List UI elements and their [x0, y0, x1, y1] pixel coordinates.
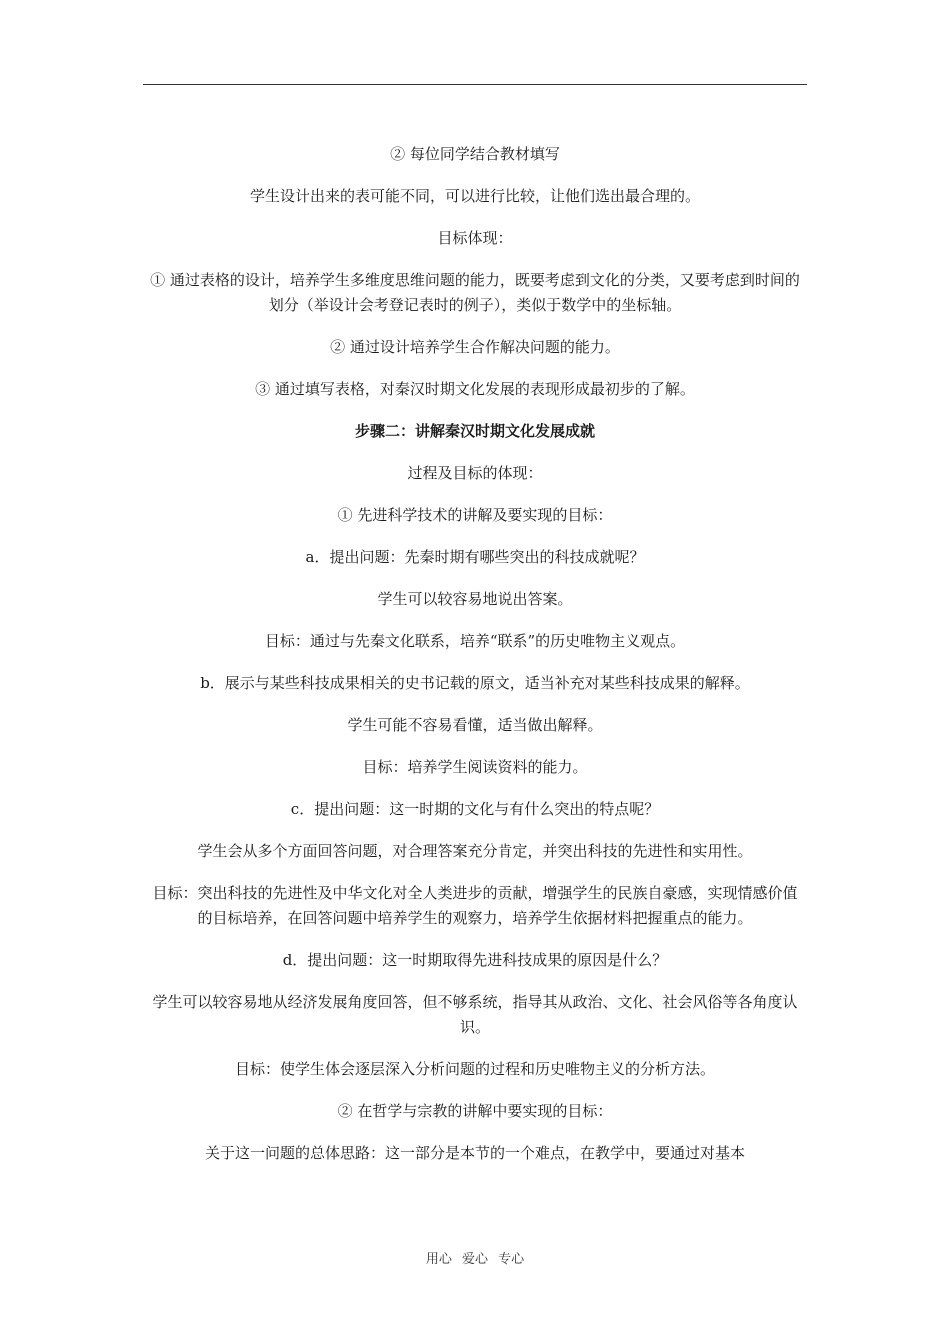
document-body [150, 142, 800, 1166]
paragraph-goal-b: 目标：培养学生阅读资料的能力。 [362, 758, 588, 776]
paragraph-step-fill-in: ② 每位同学结合教材填写 [390, 145, 560, 163]
paragraph-overall-approach: 关于这一问题的总体思路：这一部分是本节的一个难点，在教学中，要通过对基本 [204, 1144, 745, 1162]
paragraph-answer-a: 学生可以较容易地说出答案。 [377, 590, 573, 608]
paragraph-process-heading: 过程及目标的体现： [407, 464, 543, 482]
header-rule [143, 84, 807, 85]
paragraph-philosophy-heading: ② 在哲学与宗教的讲解中要实现的目标： [337, 1102, 613, 1120]
paragraph-compare-tables: 学生设计出来的表可能不同，可以进行比较，让他们选出最合理的。 [249, 187, 700, 205]
section-heading-step-two: 步骤二：讲解秦汉时期文化发展成就 [354, 422, 595, 440]
paragraph-goal-2: ② 通过设计培养学生合作解决问题的能力。 [330, 338, 620, 356]
page-footer: 用心 爱心 专心 [425, 1252, 525, 1267]
paragraph-goal-1: ① 通过表格的设计，培养学生多维度思维问题的能力，既要考虑到文化的分类，又要考虑到时间的划分（举设计会考登记表时的例子），类似于数学中的坐标轴。 [150, 271, 800, 314]
paragraph-goal-c: 目标：突出科技的先进性及中华文化对全人类进步的贡献，增强学生的民族自豪感，实现情感价值的目标培养，在回答问题中培养学生的观察力，培养学生依据材料把握重点的能力。 [152, 884, 798, 927]
paragraph-answer-b: 学生可能不容易看懂，适当做出解释。 [347, 716, 603, 734]
paragraph-goal-3: ③ 通过填写表格，对秦汉时期文化发展的表现形成最初步的了解。 [255, 380, 695, 398]
paragraph-item-b: b．展示与某些科技成果相关的史书记载的原文，适当补充对某些科技成果的解释。 [200, 674, 750, 692]
paragraph-question-c: c．提出问题：这一时期的文化与有什么突出的特点呢？ [290, 800, 660, 818]
paragraph-answer-c: 学生会从多个方面回答问题，对合理答案充分肯定，并突出科技的先进性和实用性。 [197, 842, 753, 860]
paragraph-question-a: a．提出问题：先秦时期有哪些突出的科技成就呢？ [305, 548, 645, 566]
paragraph-question-d: d．提出问题：这一时期取得先进科技成果的原因是什么？ [282, 951, 668, 969]
paragraph-goal-d: 目标：使学生体会逐层深入分析问题的过程和历史唯物主义的分析方法。 [234, 1060, 715, 1078]
paragraph-goal-a: 目标：通过与先秦文化联系，培养“联系”的历史唯物主义观点。 [264, 632, 686, 650]
paragraph-science-heading: ① 先进科学技术的讲解及要实现的目标： [337, 506, 613, 524]
paragraph-answer-d: 学生可以较容易地从经济发展角度回答，但不够系统，指导其从政治、文化、社会风俗等各角度认识。 [152, 993, 798, 1036]
paragraph-goal-heading: 目标体现： [437, 229, 513, 247]
